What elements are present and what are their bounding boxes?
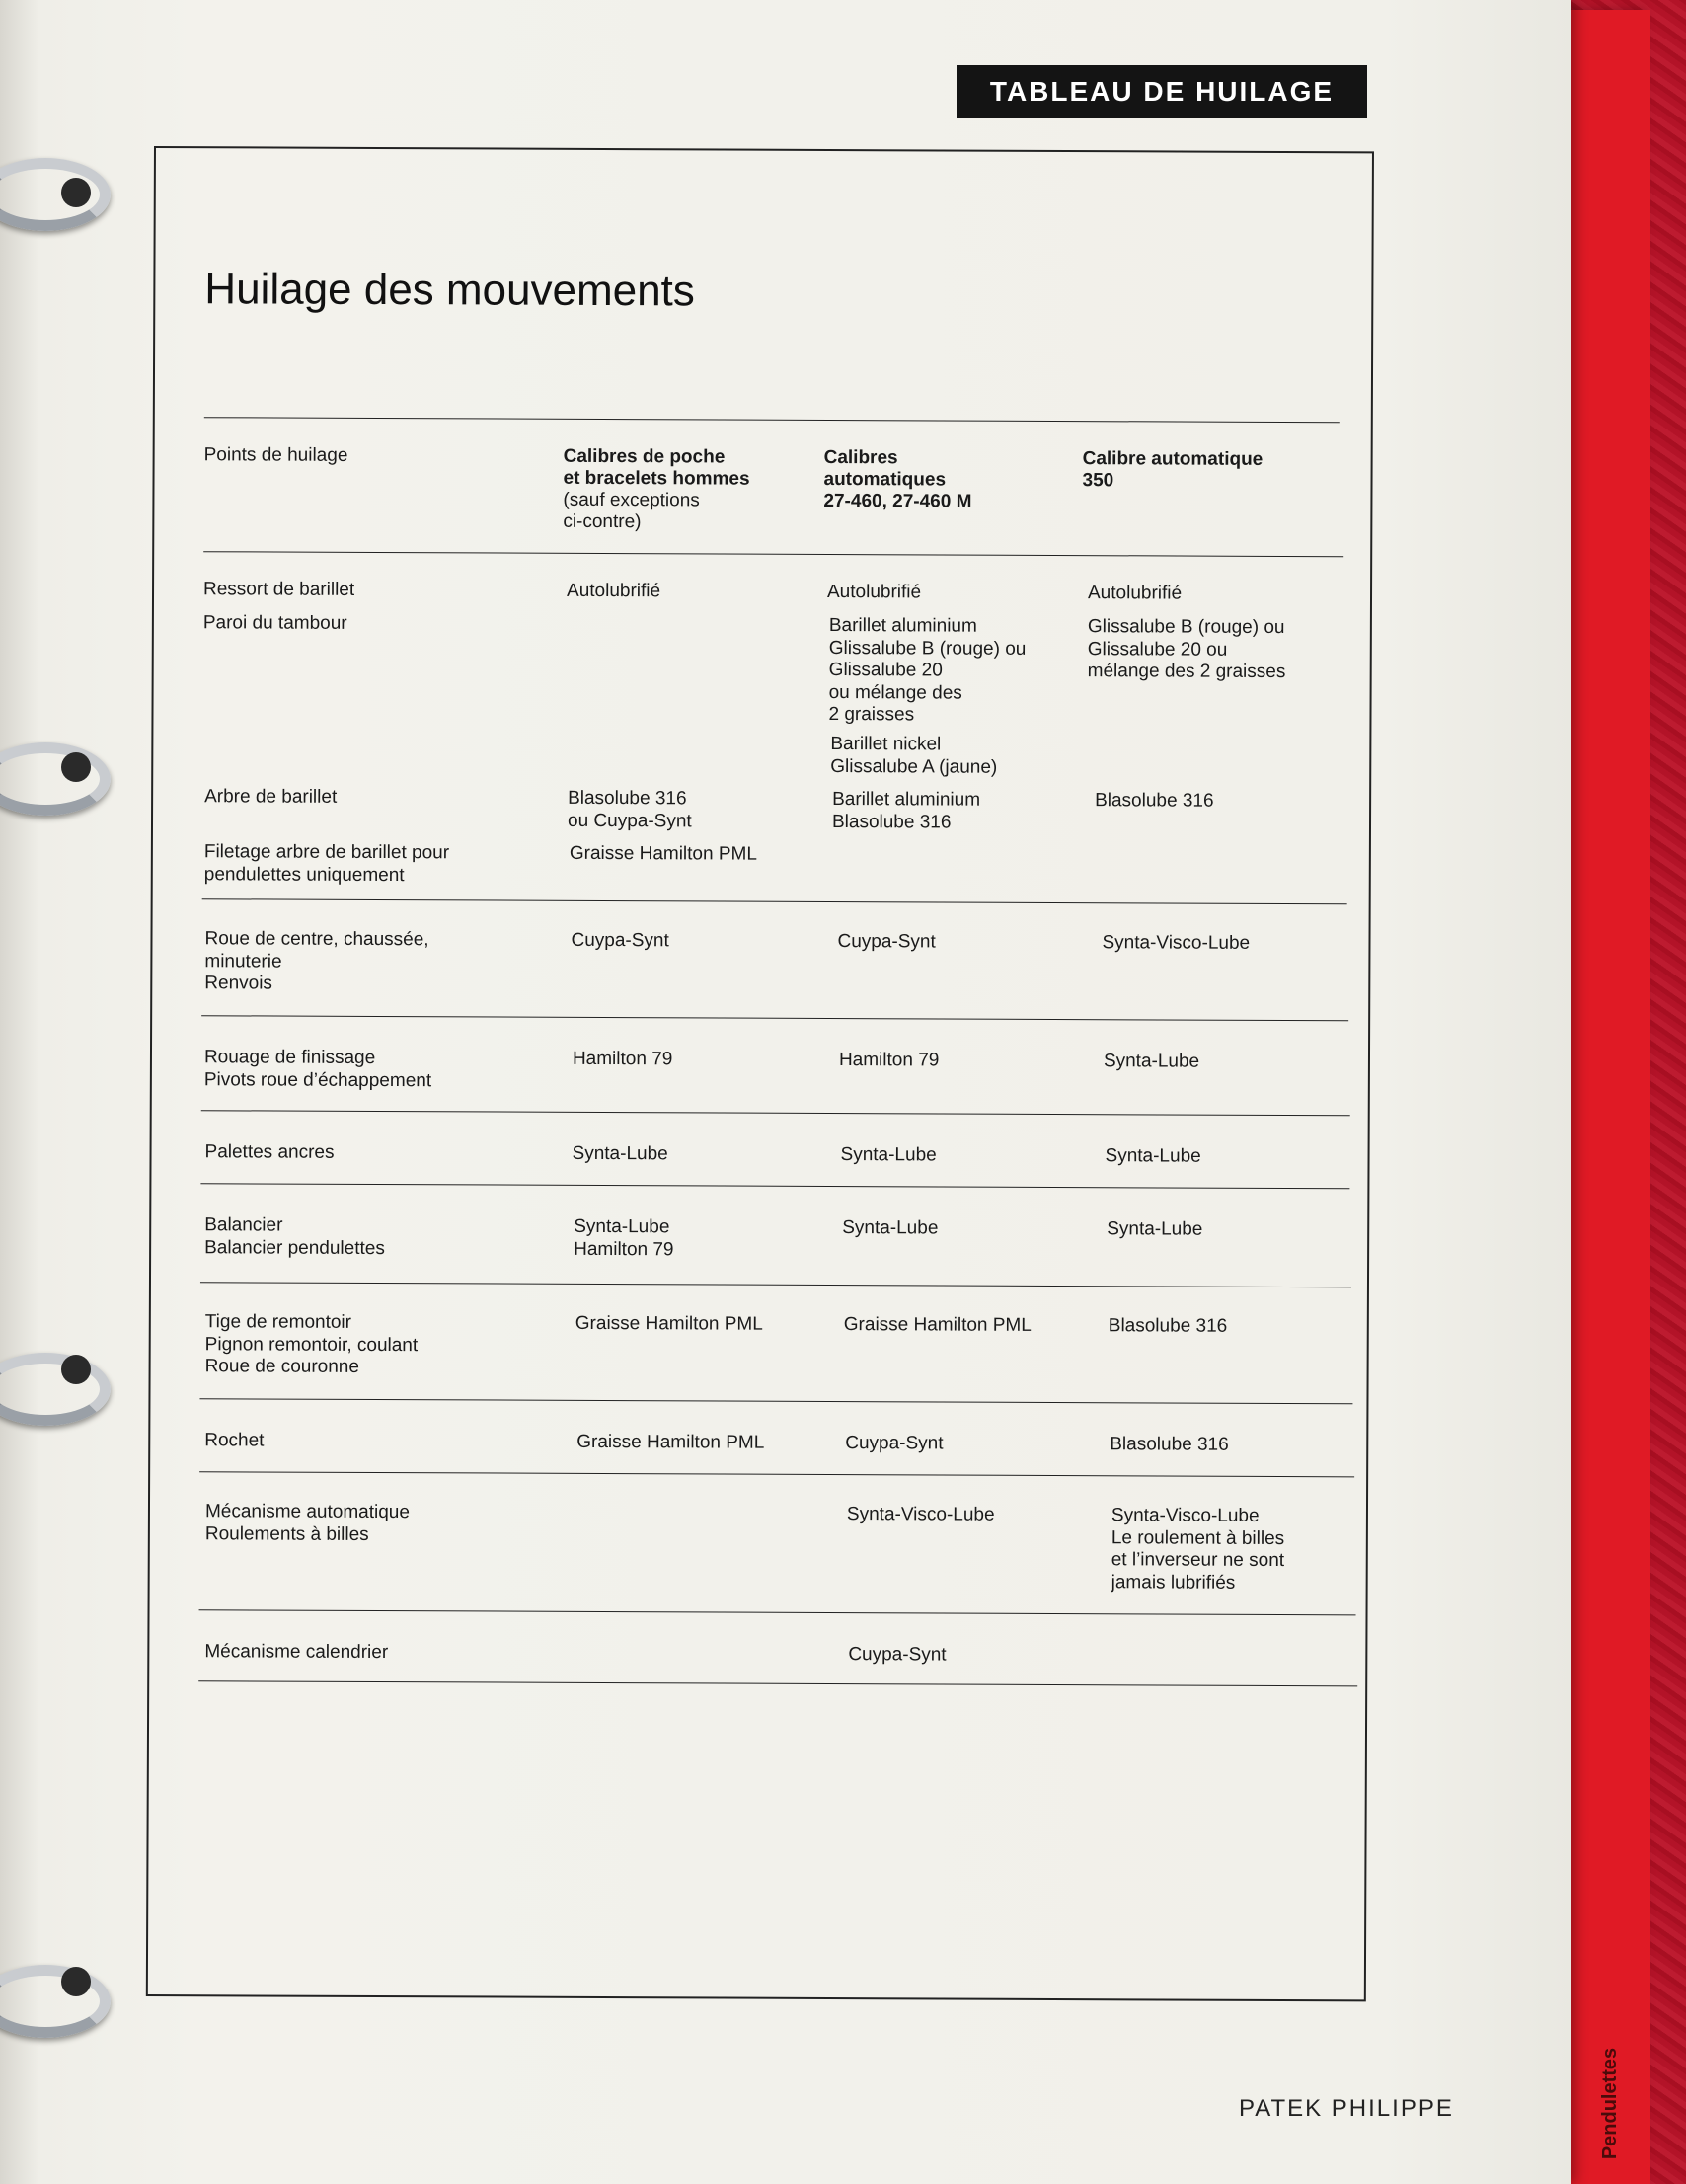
row-divider <box>201 1015 1348 1021</box>
cell-point: Mécanisme calendrier <box>204 1641 389 1664</box>
cell-auto350: Blasolube 316 <box>1110 1434 1229 1455</box>
binder-ring-lower-middle <box>0 1353 111 1426</box>
table-row <box>201 1141 1337 1167</box>
cell-poche: Blasolube 316 ou Cuypa-Synt <box>567 787 692 831</box>
cell-auto350: Synta-Lube <box>1103 1051 1200 1072</box>
table-row <box>202 841 1338 886</box>
row-divider <box>199 1471 1354 1477</box>
punch-hole <box>61 752 91 782</box>
cell-auto27: Barillet aluminium Blasolube 316 <box>831 789 981 833</box>
table-row <box>201 1047 1337 1091</box>
cell-auto27: Synta-Lube <box>842 1217 939 1239</box>
cell-point: Paroi du tambour <box>202 612 347 634</box>
cell-point: Filetage arbre de barillet pour pendulettes uniquement <box>203 841 450 886</box>
column-header-auto350: Calibre automatique 350 <box>1082 448 1264 492</box>
cell-poche: Graisse Hamilton PML <box>575 1312 763 1335</box>
row-divider <box>200 1282 1351 1287</box>
column-header-points: Points de huilage <box>203 444 348 466</box>
table-row <box>200 1214 1336 1260</box>
cell-auto27: Hamilton 79 <box>838 1050 940 1071</box>
cell-auto27: Cuypa-Synt <box>837 931 936 953</box>
cell-auto27: Barillet nickel Glissalube A (jaune) <box>830 733 998 778</box>
cell-auto350: Autolubrifié <box>1087 583 1183 604</box>
cell-poche: Cuypa-Synt <box>571 929 669 952</box>
cell-auto27: Barillet aluminium Glissalube B (rouge) ou Glissalube 20 ou mélange des 2 graisses <box>828 614 1027 726</box>
cell-point: Palettes ancres <box>204 1141 335 1163</box>
row-divider <box>199 1609 1356 1615</box>
brand-name: PATEK PHILIPPE <box>1239 2095 1454 2122</box>
tab-label-text: Pendulettes <box>1599 2047 1622 2159</box>
punch-hole <box>61 1967 91 1996</box>
row-divider <box>202 898 1347 904</box>
cell-auto27: Synta-Lube <box>840 1144 937 1166</box>
cell-auto350: Blasolube 316 <box>1095 790 1214 812</box>
cell-point: Arbre de barillet <box>204 786 338 808</box>
cell-auto350: Synta-Lube <box>1105 1145 1201 1167</box>
cell-auto350: Synta-Visco-Lube <box>1102 932 1251 954</box>
cell-auto350: Glissalube B (rouge) ou Glissalube 20 ou mélange des 2 graisses <box>1087 616 1286 683</box>
cell-poche: Hamilton 79 <box>572 1048 673 1070</box>
row-divider <box>200 1183 1349 1189</box>
cell-point: Balancier Balancier pendulettes <box>204 1214 385 1259</box>
column-header-auto27: Calibres automatiques 27-460, 27-460 M <box>823 446 972 512</box>
header-bottom-rule <box>203 551 1343 557</box>
table-row <box>202 928 1338 994</box>
cell-point: Mécanisme automatique Roulements à billes <box>204 1501 411 1545</box>
punch-hole <box>61 1355 91 1384</box>
cell-auto27: Autolubrifié <box>826 581 922 603</box>
tab-label[interactable] <box>1591 2034 1631 2172</box>
column-header-poche: Calibres de poche et bracelets hommes (sauf exceptions ci-contre) <box>563 445 750 533</box>
section-tag: TABLEAU DE HUILAGE <box>957 65 1367 118</box>
row-divider <box>198 1680 1357 1686</box>
binder-ring-upper-middle <box>0 742 111 816</box>
cell-point: Ressort de barillet <box>202 579 355 600</box>
cell-auto350: Blasolube 316 <box>1108 1315 1228 1337</box>
cell-auto27: Cuypa-Synt <box>845 1433 944 1454</box>
table-frame <box>146 146 1374 2001</box>
table-row <box>199 1501 1335 1594</box>
header-top-rule <box>204 417 1340 423</box>
cell-poche: Autolubrifié <box>566 580 661 602</box>
table-row <box>200 1311 1336 1377</box>
binder-ring-top <box>0 158 111 231</box>
cell-auto350: Synta-Lube <box>1107 1218 1203 1240</box>
row-divider <box>201 1110 1350 1116</box>
cell-auto27: Synta-Visco-Lube <box>846 1504 995 1525</box>
table-row <box>202 612 1339 726</box>
table-row <box>202 579 1339 604</box>
cell-auto27: Cuypa-Synt <box>848 1644 947 1666</box>
table-row <box>199 1430 1335 1455</box>
cell-auto27: Graisse Hamilton PML <box>843 1314 1032 1336</box>
cell-point: Tige de remontoir Pignon remontoir, coulant Roue de couronne <box>204 1311 419 1377</box>
cell-poche: Synta-Lube <box>572 1142 668 1165</box>
page-title: Huilage des mouvements <box>204 265 695 316</box>
cell-point: Roue de centre, chaussée, minuterie Renvois <box>204 928 429 994</box>
cell-auto350: Synta-Visco-Lube Le roulement à billes et l’inverseur ne sont jamais lubrifiés <box>1111 1505 1285 1594</box>
cell-poche: Graisse Hamilton PML <box>576 1431 765 1453</box>
table-row <box>198 1641 1334 1666</box>
cell-point: Rochet <box>204 1430 265 1451</box>
cell-poche: Synta-Lube Hamilton 79 <box>574 1215 674 1260</box>
table-row <box>202 731 1338 778</box>
punch-hole <box>61 178 91 207</box>
row-divider <box>199 1398 1352 1404</box>
cell-poche: Graisse Hamilton PML <box>569 842 757 865</box>
cell-point: Rouage de finissage Pivots roue d’échappement <box>203 1047 432 1091</box>
column-headers <box>203 444 1339 543</box>
binder-ring-bottom <box>0 1965 111 2038</box>
table-row <box>202 786 1338 833</box>
